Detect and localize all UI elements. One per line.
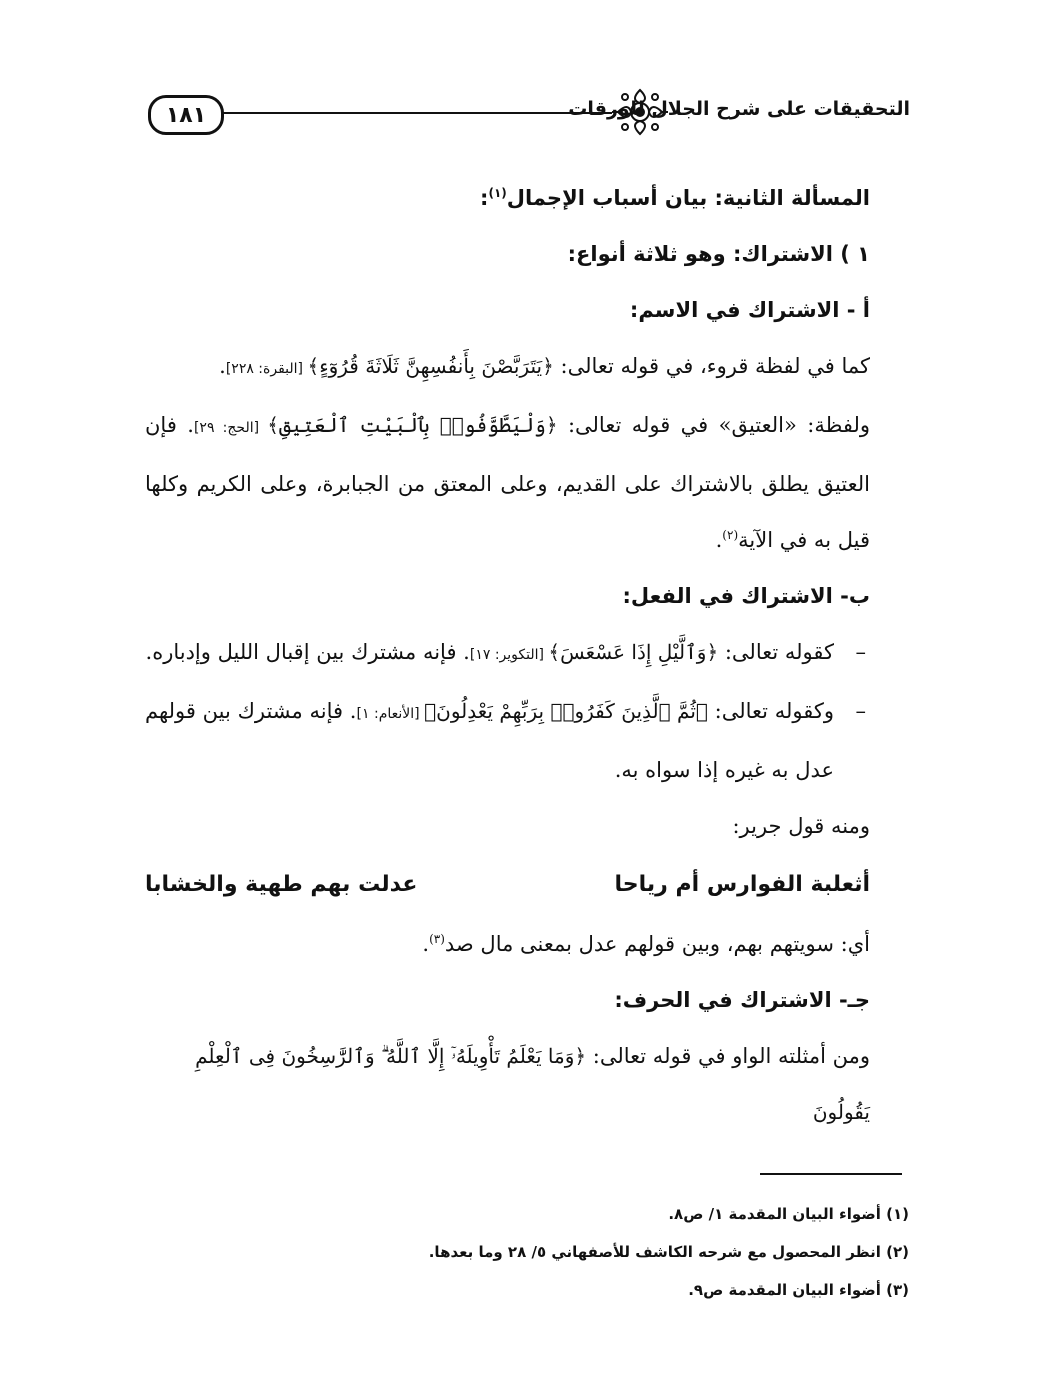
sub-b-heading: ب- الاشتراك في الفعل: <box>622 584 870 608</box>
bullet-1-rest: . فإنه مشترك بين إقبال الليل وإدباره. <box>145 640 470 664</box>
bullet-item-takwir <box>145 624 870 683</box>
sub-c-heading: جـ- الاشتراك في الحرف: <box>614 988 870 1012</box>
verse-ref-anam: [الأنعام: ١] <box>356 706 425 722</box>
footnote-ref-3: (٣) <box>429 932 445 946</box>
quran-verse-hajj: ﴿وَلْيَطَّوَّفُوا۟ بِٱلْبَيْتِ ٱلْعَتِيقِ﴾ <box>267 413 558 437</box>
bullet-dash: – <box>855 640 866 664</box>
main-text <box>145 170 870 1140</box>
verse-ref-hajj: [الحج: ٢٩] <box>193 420 268 436</box>
poem-explanation-end: . <box>422 932 430 956</box>
book-title: التحقيقات على شرح الجلال للورقات <box>568 98 910 120</box>
footnote-1: (١) أضواء البيان المقدمة ١/ ص٨. <box>668 1205 909 1223</box>
footnote-rule <box>760 1173 902 1175</box>
footnote-3: (٣) أضواء البيان المقدمة ص٩. <box>688 1281 909 1299</box>
quru-end: . <box>219 354 226 378</box>
bullet-2-rest: . فإنه مشترك بين قولهم عدل به غيره إذا سواه به. <box>145 699 834 782</box>
section-title <box>145 170 870 226</box>
quran-verse-takwir: ﴿وَٱلَّيْلِ إِذَا عَسْعَسَ﴾ <box>548 640 719 664</box>
verse-ref-takwir: [التكوير: ١٧] <box>469 647 549 663</box>
poem-verse <box>145 854 870 916</box>
footnote-ref-2: (٢) <box>722 528 739 542</box>
quran-verse-anam: ﴿ثُمَّ ٱلَّذِينَ كَفَرُوا۟ بِرَبِّهِمْ يَعْدِلُونَ﴾ <box>424 699 708 723</box>
atiq-intro: ولفظة: «العتيق» في قوله تعالى: <box>557 413 870 437</box>
paragraph-waw <box>145 1028 870 1140</box>
item-1-heading: ١ ) الاشتراك: وهو ثلاثة أنواع: <box>567 242 870 266</box>
section-title-colon: : <box>480 186 489 210</box>
bullet-1-intro: كقوله تعالى: <box>718 640 834 664</box>
waw-intro: ومن أمثلته الواو في قوله تعالى: <box>586 1044 870 1068</box>
poem-hemistich-1: أثعلبة الفوارس أم رياحا <box>614 872 870 897</box>
verse-ref-baqarah: [البقرة: ٢٢٨] <box>225 361 308 377</box>
paragraph-quru <box>145 338 870 397</box>
sub-a-heading: أ - الاشتراك في الاسم: <box>629 298 870 322</box>
footnote-2: (٢) انظر المحصول مع شرحه الكاشف للأصفهاني ٥/ ٢٨ وما بعدها. <box>428 1243 909 1261</box>
bullet-2-intro: وكقوله تعالى: <box>707 699 834 723</box>
footnote-ref-1: (١) <box>488 186 507 200</box>
poem-explanation <box>145 916 870 972</box>
poem-intro: ومنه قول جرير: <box>732 814 870 838</box>
page-number: ١٨١ <box>148 95 224 135</box>
quran-verse-baqarah: ﴿يَتَرَبَّصْنَ بِأَنفُسِهِنَّ ثَلَاثَةَ قُرُوٓءٍ﴾ <box>307 354 554 378</box>
bullet-item-anam <box>145 683 870 798</box>
poem-explanation-text: أي: سويتهم بهم، وبين قولهم عدل بمعنى مال صد <box>444 932 870 956</box>
quran-verse-imran: ﴿وَمَا يَعْلَمُ تَأْوِيلَهُۥٓ إِلَّا ٱللَّهُ ۗ وَٱلرَّٰسِخُونَ فِى ٱلْعِلْمِ يَقُولُونَ <box>195 1044 870 1124</box>
poem-hemistich-2: عدلت بهم طهية والخشابا <box>145 872 418 897</box>
section-title-text: المسألة الثانية: بيان أسباب الإجمال <box>506 186 870 210</box>
header-rule <box>222 112 612 114</box>
quru-intro: كما في لفظة قروء، في قوله تعالى: <box>553 354 870 378</box>
paragraph-atiq <box>145 397 870 568</box>
atiq-end: . <box>715 528 723 552</box>
footnotes <box>269 1195 909 1309</box>
page-header <box>140 78 910 148</box>
bullet-dash: – <box>855 699 866 723</box>
atiq-rest: . فإن العتيق يطلق بالاشتراك على القديم، وعلى المعتق من الجبابرة، وعلى الكريم وكلها قيل به في الآية <box>145 413 870 552</box>
